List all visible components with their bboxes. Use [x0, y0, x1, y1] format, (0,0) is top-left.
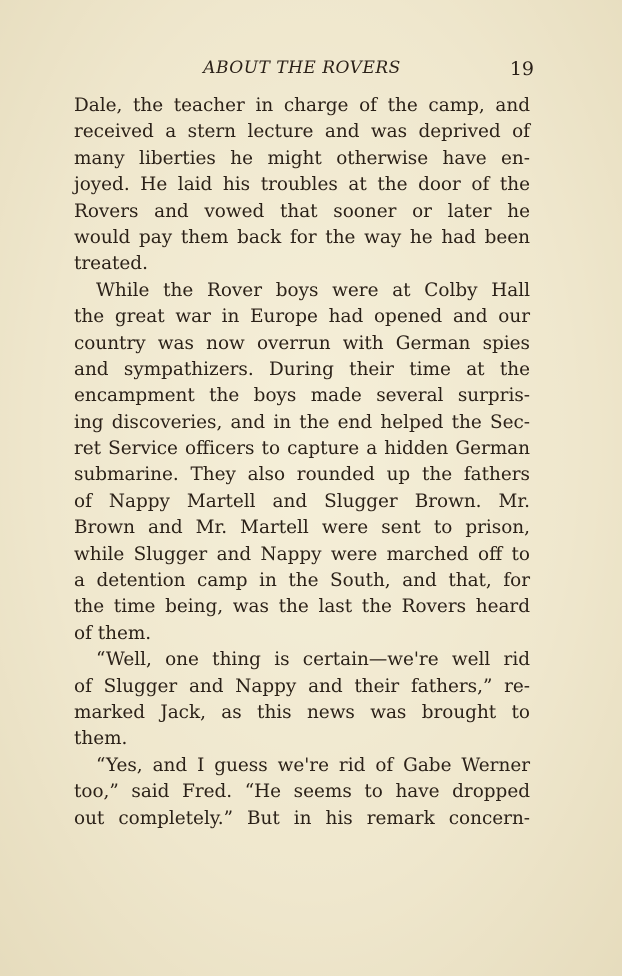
text-line: “Well, one thing is certain—we're well rid	[96, 649, 530, 671]
text-line: of them.	[74, 622, 152, 644]
text-line: Rovers and vowed that sooner or later he	[74, 200, 530, 222]
text-line: marked Jack, as this news was brought to	[74, 701, 530, 723]
text-line: country was now overrun with German spies	[74, 332, 530, 354]
text-line: ing discoveries, and in the end helped the Sec-	[74, 411, 530, 433]
text-line: of Nappy Martell and Slugger Brown. Mr.	[74, 490, 530, 512]
text-line: of Slugger and Nappy and their fathers,” re-	[74, 675, 530, 697]
text-line: ret Service officers to capture a hidden German	[74, 438, 530, 460]
running-header	[74, 58, 534, 84]
text-line: and sympathizers. During their time at the	[74, 358, 530, 380]
text-line: out completely.” But in his remark concern-	[74, 807, 530, 829]
text-line: would pay them back for the way he had been	[74, 226, 530, 248]
body-text	[74, 93, 530, 832]
text-line: Dale, the teacher in charge of the camp, and	[74, 95, 530, 116]
text-line: joyed. He laid his troubles at the door of the	[74, 174, 530, 196]
text-line: too,” said Fred. “He seems to have dropped	[74, 781, 530, 803]
text-line: the great war in Europe had opened and our	[74, 306, 530, 328]
text-line: the time being, was the last the Rovers heard	[74, 596, 530, 618]
running-head-title: ABOUT THE ROVERS	[203, 58, 401, 78]
text-line: received a stern lecture and was deprived of	[74, 121, 530, 143]
text-line: them.	[74, 728, 128, 750]
text-line: submarine. They also rounded up the fathers	[74, 464, 530, 486]
text-line: many liberties he might otherwise have en-	[74, 147, 530, 169]
text-line: Brown and Mr. Martell were sent to prison,	[74, 517, 530, 539]
text-line: encampment the boys made several surpris-	[74, 385, 530, 407]
text-line: “Yes, and I guess we're rid of Gabe Werner	[96, 754, 530, 776]
text-line: treated.	[74, 253, 148, 275]
text-line: a detention camp in the South, and that, for	[74, 570, 530, 592]
text-line: While the Rover boys were at Colby Hall	[96, 279, 530, 301]
page-number: 19	[509, 58, 534, 80]
text-line: while Slugger and Nappy were marched off to	[74, 543, 530, 565]
